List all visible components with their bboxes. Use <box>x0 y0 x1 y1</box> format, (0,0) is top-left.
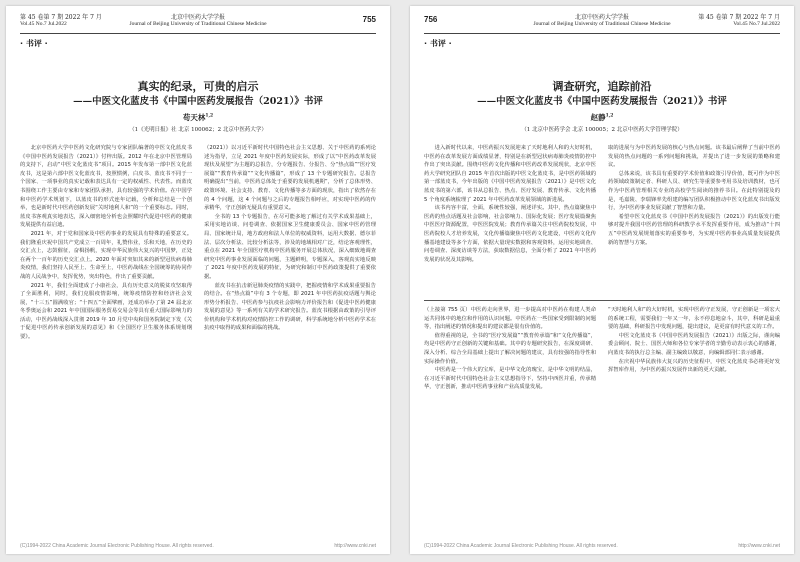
author-name: 苟天林 <box>182 113 206 122</box>
body-column-2 <box>204 144 376 539</box>
issue-en: Vol.45 No.7 Jul.2022 <box>733 21 780 27</box>
issue-en: Vol.45 No.7 Jul.2022 <box>20 21 67 27</box>
running-header <box>424 11 780 34</box>
article-subtitle: ——中医文化蓝皮书《中国中医药发展报告（2021）》书评 <box>73 96 323 107</box>
issue-cn: 第 45 卷第 7 期 2022 年 7 月 <box>698 14 780 21</box>
author-affil-marker: 1,2 <box>205 113 214 119</box>
copyright-text: (C)1994-2022 China Academic Journal Electronic Publishing House. All rights reserved. <box>424 543 618 549</box>
issue-cn: 第 45 卷第 7 期 2022 年 7 月 <box>20 14 102 21</box>
page-number: 755 <box>362 15 376 24</box>
paragraph: 中医文化蓝皮书《中国中医药发展报告（2021）》出版之际，谨向编委会顾问、院士、国医大师和各位专家学者的辛勤劳动表示衷心的感谢，向蓝皮书的执行总主编、副主编致以敬意，向编辑部同仁表示感谢。 <box>608 332 780 356</box>
paragraph: 该书内容丰富，全面，系统性较强，阐述详实。其中，热点篇聚焦中医药的热点话题及社会影响，社会影响力、国际化发展；医疗发展篇聚焦中医医疗资源配置，中医医院发展；教育传承篇关注中医药院校发展，中医药院校人才培养发展，文化传播篇聚焦中医药文化建设，中医药文化传播基地建设等多个方面，依据大量现实数据和客观资料，运用实地调查、问卷调查、深度访谈等方法，获取数据信息，全面分析了 2021 年中医药发展的状况及其影响。 <box>424 205 596 263</box>
body-column-1 <box>20 144 192 539</box>
journal-title-en: Journal of Beijing University of Traditional Chinese Medicine <box>129 21 267 27</box>
journal-title-cn: 北京中医药大学学报 <box>574 14 629 21</box>
paragraph: 值得重视的是，全书的“医疗发展篇”“教育传承篇”和“文化传播篇”，均是中医药守正创新的关键和基础。其中的专题研究报告，在深度调研、深入分析、综合全局基础上提出了解决问题的建议，具有较强的指导性和实际操作价值。 <box>424 332 596 365</box>
page-755 <box>6 6 390 554</box>
paragraph: 2021 年，我们全面建成了小康社会，具有历史意义的脱贫攻坚取得了全面胜利，同时，我们克服疫情影响，统筹疫情防控和经济社会发展，“十三五”圆满收官；“十四五”全面擘画，还成功举办了第 24 届北京冬季奥运会和 2021 年中国国际服务贸易交易会等具有重大国际影响力的活动，中医药战线深入贯彻 2019 年 10 月党中央和国务院制定下发《关于促进中医药传承创新发展的意见》和《全国医疗卫生服务体系规划纲要》。 <box>20 282 192 341</box>
copyright-text: (C)1994-2022 China Academic Journal Electronic Publishing House. All rights reserved. <box>20 543 214 549</box>
article-title: 调查研究，追踪前沿 <box>552 80 652 93</box>
author <box>410 112 794 123</box>
cnki-link[interactable]: http://www.cnki.net <box>334 543 376 549</box>
section-tag: · 书评 · <box>20 39 48 48</box>
section-tag: · 书评 · <box>424 39 452 48</box>
article-subtitle: ——中医文化蓝皮书《中国中医药发展报告（2021）》书评 <box>477 96 727 107</box>
copyright-footer <box>20 543 376 549</box>
paragraph: 2021 年，对于党和国家及中医药事业的发展具有特殊的重要意义。我们隆重庆祝中国共产党成立一百周年，礼赞伟业，乐和天地，在历史的交汇点上，志鼓催征，奋楫扬帆，实现中华民族伟大复兴的中国梦，正处在两个一百年的历史交汇点上。2020 年面对突如其来的新型冠状病毒肺炎疫情，我们坚持人民至上、生命至上，中医药战线在全国统筹的协同作战的人民战争中，发挥优势，突出特色，作出了重要贡献。 <box>20 230 192 280</box>
body-column-2 <box>608 144 780 294</box>
paragraph: 全书的 13 个专题报告，在尽可能多地了解过有关学术成果基础上，采用实地访谈、问卷调查、依据国家卫生健康委员会、国家中医药管理局、国家统计局，地方政府和法人单位的权威资料，运用大数据、德尔菲法、层次分析法、比较分析法等，涉及的地域相对广泛，结论客观理性，重点在 2021 年全国医疗机构中医药服务开展总体状况，深入细致地调查研究中医药事业发展面临的问题，主题鲜明，专题深入，客观真实地反映了 2021 年度中医药发展的特征，为研究和制订中医药政策提供了重要依据。 <box>204 213 376 280</box>
affiliation: （1《光明日报》社 北京 100062；2 北京中医药大学） <box>129 127 267 133</box>
continuation-divider <box>424 300 780 301</box>
journal-title-cn: 北京中医药大学学报 <box>170 14 225 21</box>
paragraph: “天时地利人和”的大好时机，实现中医药守正发展，守正创新是一项宏大的系统工程，需要我们一年又一年，永不停息地奋斗，其中，科研是最重要的基础，科研报告中发现问题，提出建议，是更富有时代意义的工作。 <box>608 307 780 331</box>
continued-column-1 <box>424 306 596 539</box>
copyright-footer <box>424 543 780 549</box>
author-name: 赵静 <box>590 113 606 122</box>
running-header <box>20 11 376 34</box>
cnki-link[interactable]: http://www.cnki.net <box>738 543 780 549</box>
paragraph: 蓝皮书在抗击新冠肺炎疫情的实践中，把握疫情和学术成果重要报告的结合。在“热点篇”中有 3 个专题，即 2021 年中医药抗疫话题与舆论形势分析报告、中医药参与抗疫社会影响力评价报告和《促进中医药健康发展的意见》等一系列有关的学术研究报告。蓝皮书根据由政策的引导评价机构和学术机构对疫情防控工作的调研，科学系统地分析中医药学术在抗疫中取得的成果和面临的挑战。 <box>204 282 376 332</box>
paragraph: 进入新时代以来，中医药振兴发展迎来了天时地利人和的大好时机，中医药在改革发展方面成绩显著，特别是在新型冠状病毒肺炎疫情防控中作出了突出贡献。围绕中医药文化传播和中医药改革发展现状，北京中医药大学研究团队自 2015 年首次出版的中医文化蓝皮书，是中医药领域的第一部蓝皮书，今年出版的《中国中医药发展报告（2021）》是中医文化蓝皮书的第六部，该书从总报告、热点、医疗发展、教育传承、文化传播 5 个角度系统梳理了 2021 年中医药改革发展领域的新进展。 <box>424 145 596 203</box>
paragraph: 中医药是一个伟大的宝库，是中华文化的瑰宝，是中华文明的结晶，在习近平新时代中国特色社会主义思想指导下，坚持中西医并重，传承精华，守正创新，推动中医药事业和产业高质量发展。 <box>424 367 596 391</box>
article-title: 真实的纪录，可贵的启示 <box>137 80 259 93</box>
affiliation: （1 北京中医药学会 北京 100005；2 北京中医药大学管理学院） <box>521 127 683 133</box>
paragraph: 在庆祝中华民族伟大复兴的历史征程中，中医文化蓝皮书必将更好发挥智库作用，为中医药振兴发展作出新的更大贡献。 <box>608 358 780 374</box>
journal-title-en: Journal of Beijing University of Traditional Chinese Medicine <box>533 21 671 27</box>
author <box>6 112 390 123</box>
paragraph: （上接第 755 页）中医药走向世界，进一步提高对中医药在构建人类命运共同体中的地位和作用的认识问题。中医药在一些国家受到限制的问题等，指出阐述的情况和提出的建议都是很有价值的。 <box>424 307 596 331</box>
page-756 <box>410 6 794 554</box>
continued-column-2 <box>608 306 780 539</box>
paragraph: 希望中医文化蓝皮书《中国中医药发展报告（2021）》的出版发行能够对提升我国中医药管理的科研教学水平发挥重要作用，成为推动“十四五”中医药发展规划落实的重要参考，为实现中医药事业高质量发展提供新的智慧与方案。 <box>608 213 780 246</box>
paragraph: 总体来说，该书具有重要的学术价值和政策引导价值，既可作为中医药领域政策制定者、科研人员、研究生等重要参考用书及培训教材，也可作为中医药管理相关专业的高校学生阅读的推荐书目。在此特别提及的是，毛嘉陵、李瑞锋率先组建的编写团队积极推动中医文化蓝皮书出版发行，为中医药事业发展贡献了智慧和力量。 <box>608 170 780 212</box>
body-column-1 <box>424 144 596 294</box>
paragraph: 取的进展与为中医药发展的核心与热点问题。该书最后阐释了当前中医药发展的热点问题的一系列问题和挑战，并提出了进一步发展的策略和建议。 <box>608 145 780 169</box>
paragraph: 北京中医药大学中医药文化研究院与专家团队编著的中医文化蓝皮书《中国中医药发展报告（2021）》付梓出版。2012 年在北京中医管理局的支持下，启动“中医文化蓝皮书”项目。2015 年发布第一部中医文化蓝皮书，这是第六部中医文化蓝皮书，按照惯例，白皮书、蓝皮书不同于一个国家、一项事业的真实记载和表达具有一定的权威性、代表性。而蓝皮书围绕工作主要由专家和专家团队承担，具有较强的学术价值。在中国学和中医药学术规划下，以蓝皮书的形式连年记载，分析和总结是一个创举，也是新时代中医药创新发展“关时地利人和”的一个重要标志。同时，蓝皮书客观真实地表达，深入细密地分析也会照耀时代促进中医药的健康发展提供有益启迪。 <box>20 145 192 229</box>
page-number: 756 <box>424 15 438 24</box>
paragraph: （2021）》以习近平新时代中国特色社会主义思想、关于中医药的系列论述为指导，立足 2021 年度中医药发展实际，形成了以“中医药改革发展现状及展望”为主题的总报告，分专题报告、分报告、分“热点篇”“医疗发展篇”“教育传承篇”“文化传播篇”，形成了 13 个专题研究报告。总报告明确提出“当前，中医药总体处于重要的发展机遇期”，分析了总体形势、政策环境、社会支持、教育、文化传播等多方面的现状，指出了依然存在的 4 个问题，这 4 个问题与之后的专题报告相呼应，对实现中医药的传承精华，守正创新无疑具有重要意义。 <box>204 145 376 212</box>
author-affil-marker: 1,2 <box>605 113 614 119</box>
